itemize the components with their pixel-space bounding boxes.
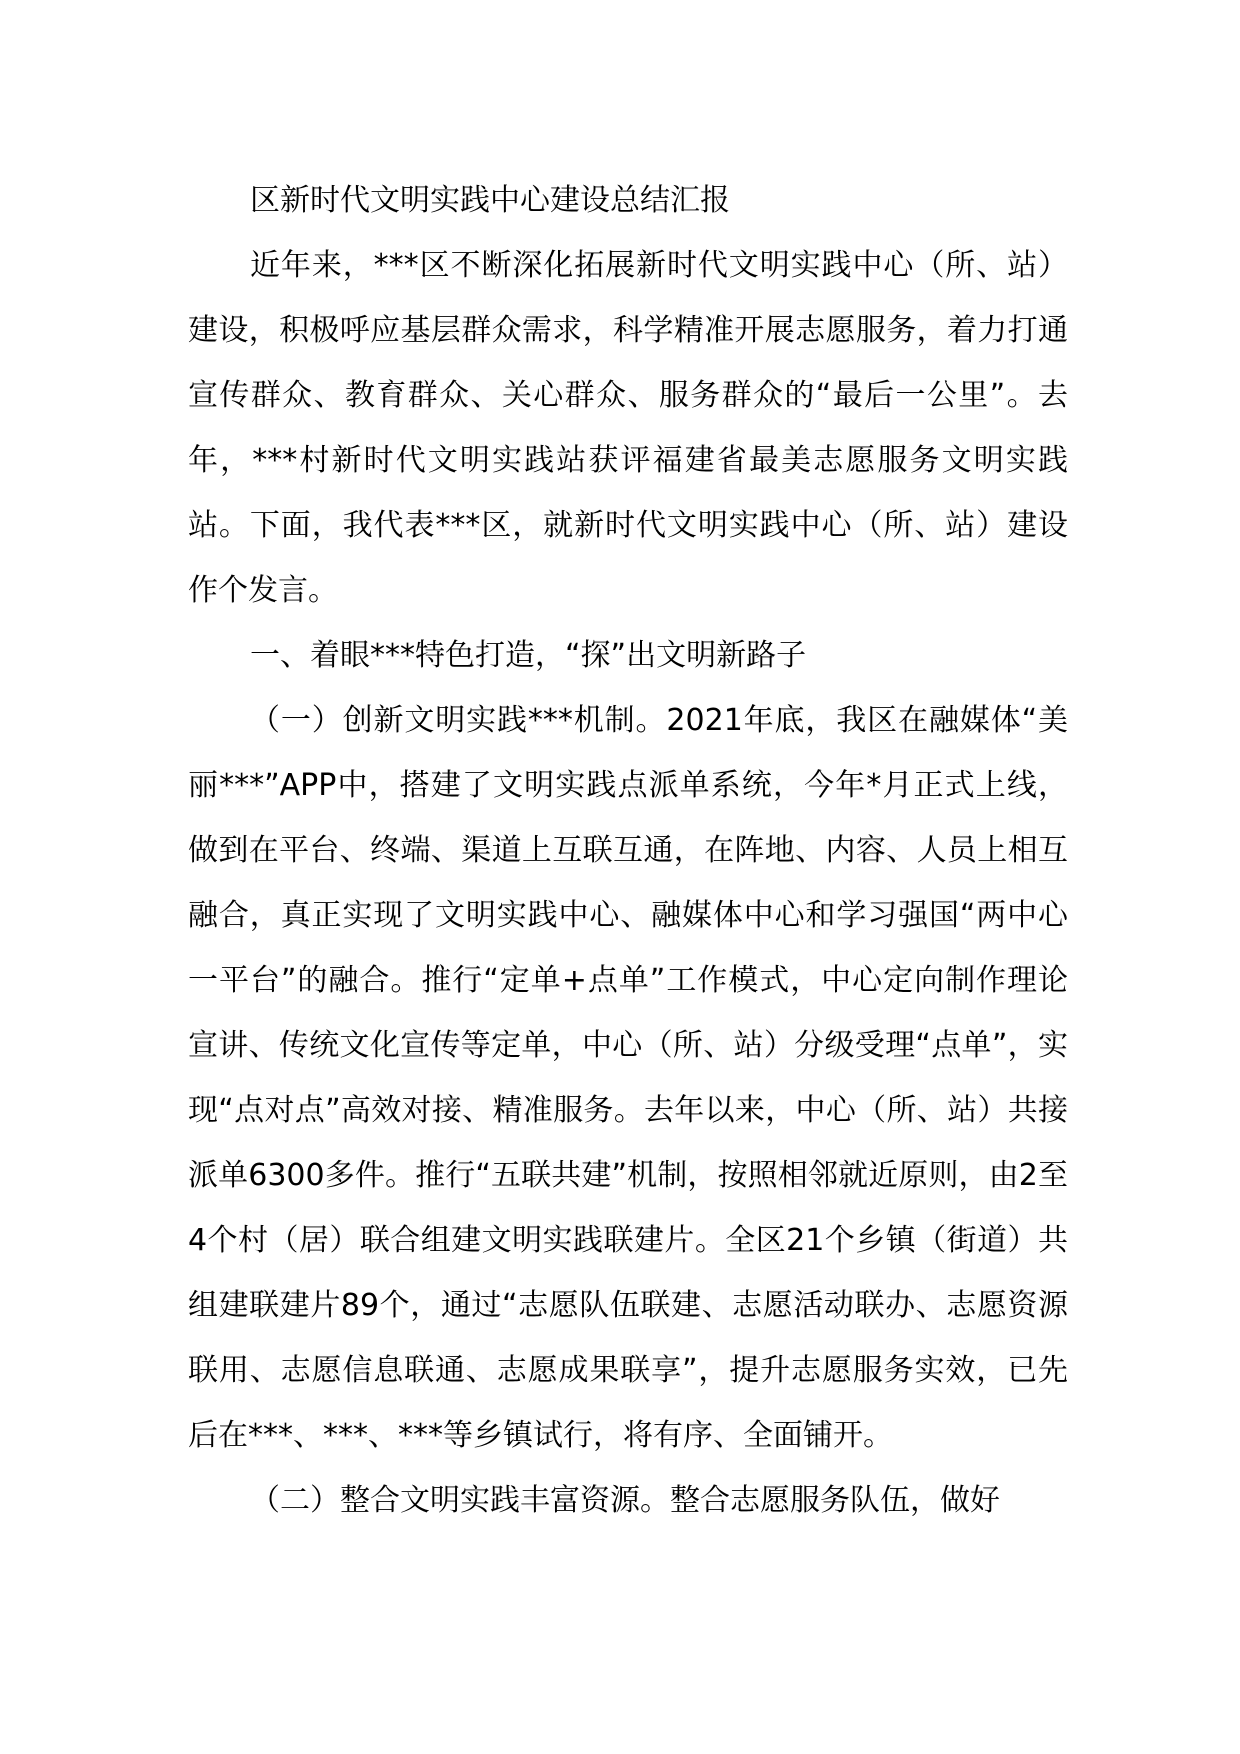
subsection-paragraph-1: （一）创新文明实践***机制。2021年底，我区在融媒体“美丽***”APP中，搭建了文明实践点派单系统，今年*月正式上线，做到在平台、终端、渠道上互联互通，在阵地、内容、人员上相互融合，真正实现了文明实践中心、融媒体中心和学习强国“两中心一平台”的融合。推行“定单+点单”工作模式，中心定向制作理论宣讲、传统文化宣传等定单，中心（所、站）分级受理“点单”，实现“点对点”高效对接、精准服务。去年以来，中心（所、站）共接派单6300多件。推行“五联共建”机制，按照相邻就近原则，由2至4个村（居）联合组建文明实践联建片。全区21个乡镇（街道）共组建联建片89个，通过“志愿队伍联建、志愿活动联办、志愿资源联用、志愿信息联通、志愿成果联享”，提升志愿服务实效，已先后在***、***、***等乡镇试行，将有序、全面铺开。 (188, 703, 1068, 1453)
intro-paragraph: 近年来，***区不断深化拓展新时代文明实践中心（所、站）建设，积极呼应基层群众需求，科学精准开展志愿服务，着力打通宣传群众、教育群众、关心群众、服务群众的“最后一公里”。去年，***村新时代文明实践站获评福建省最美志愿服务文明实践站。下面，我代表***区，就新时代文明实践中心（所、站）建设作个发言。 (188, 248, 1068, 608)
section-heading: 一、着眼***特色打造，“探”出文明新路子 (250, 638, 807, 673)
document-body (188, 168, 1068, 1533)
document-title: 区新时代文明实践中心建设总结汇报 (250, 183, 730, 218)
subsection-paragraph-2: （二）整合文明实践丰富资源。整合志愿服务队伍，做好 (250, 1483, 1000, 1518)
